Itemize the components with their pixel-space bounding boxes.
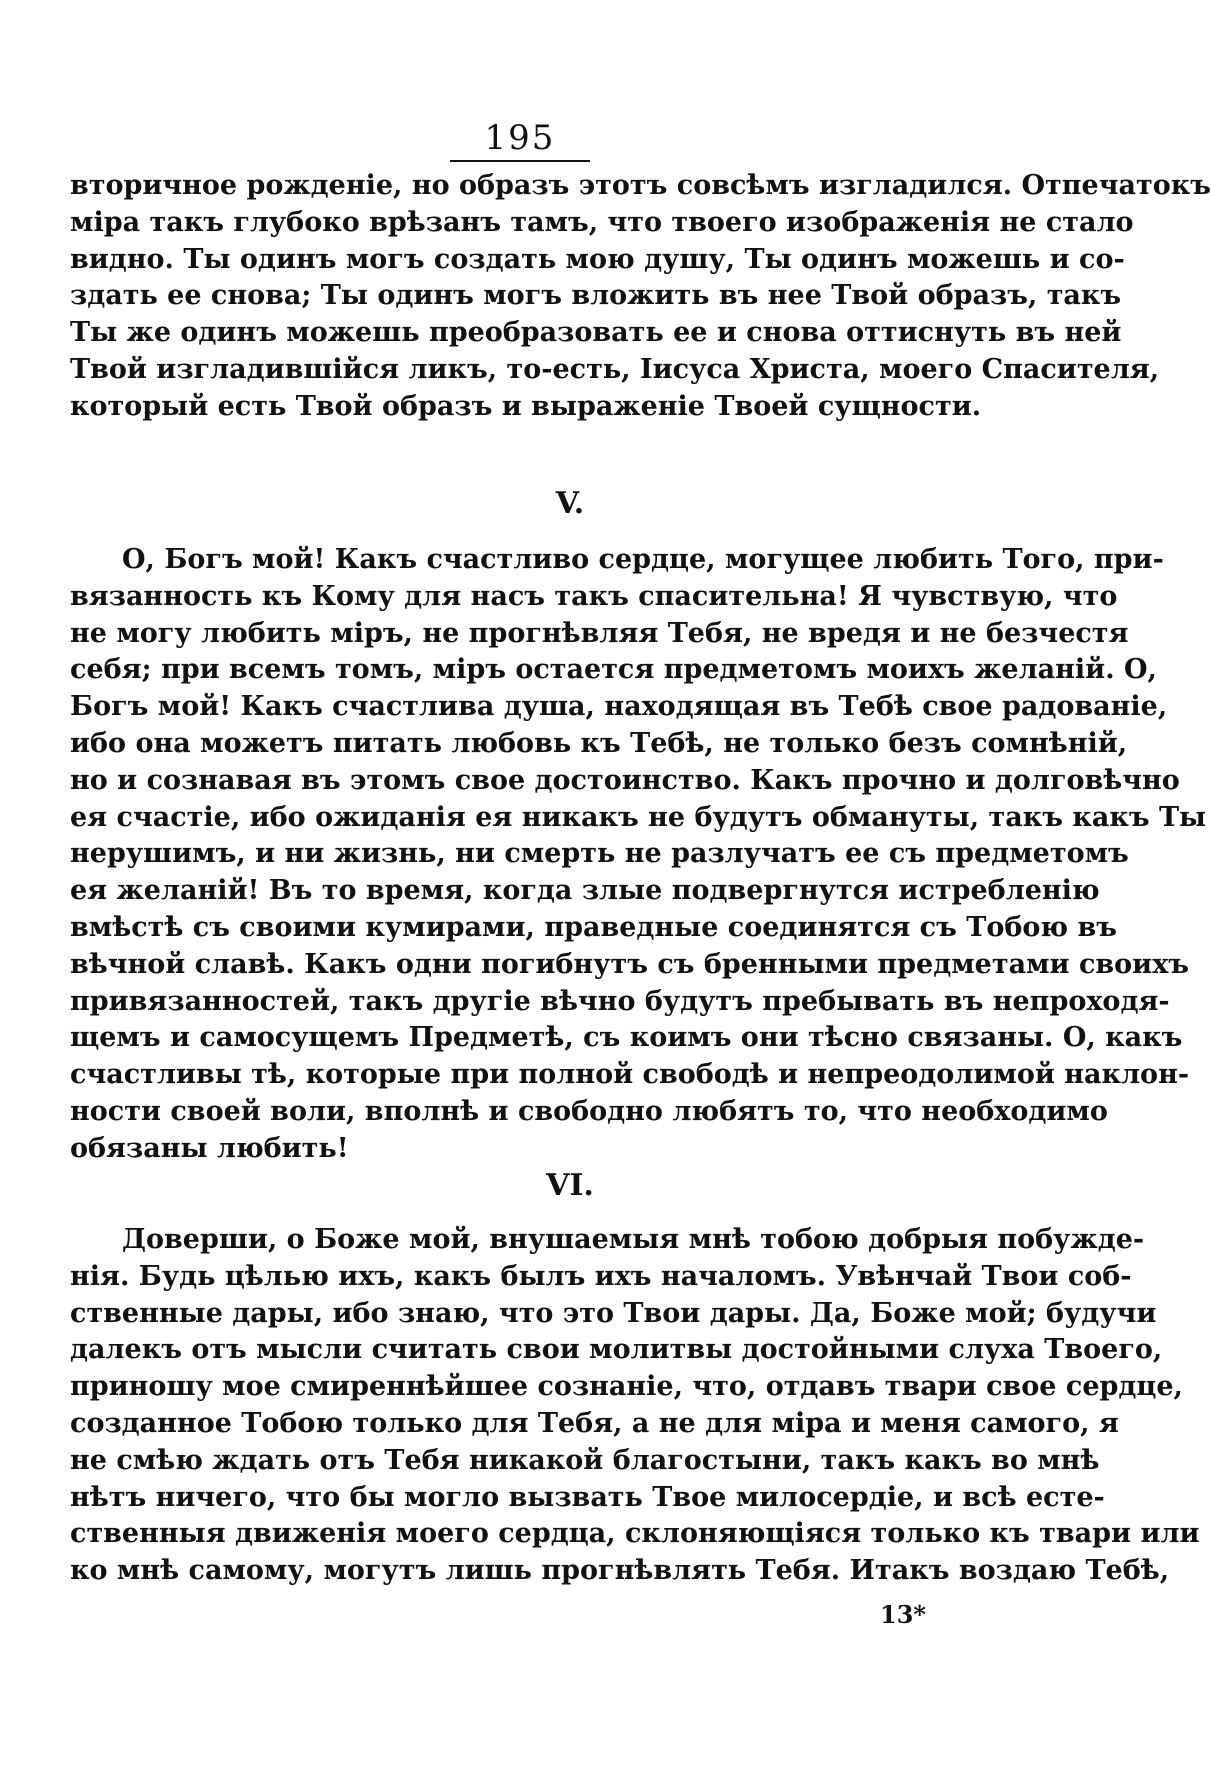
- text-line: здать ее снова; Ты одинъ могъ вложить въ нее Твой образъ, такъ: [70, 280, 1122, 312]
- text-line: вмѣстѣ съ своими кумирами, праведные соединятся съ Тобою въ: [70, 911, 1117, 943]
- text-line: приношу мое смиреннѣйшее сознаніе, что, отдавъ твари свое сердце,: [70, 1371, 1183, 1403]
- text-line: не смѣю ждать отъ Тебя никакой благостыни, такъ какъ во мнѣ: [70, 1444, 1100, 1476]
- page-number: 195: [450, 118, 590, 162]
- text-line: Доверши, о Боже мой, внушаемыя мнѣ тобою добрыя побужде-: [122, 1224, 1145, 1255]
- text-line: вязанность къ Кому для насъ такъ спасительна! Я чувствую, что: [70, 580, 1118, 612]
- text-line: нія. Будь цѣлью ихъ, какъ былъ ихъ началомъ. Увѣнчай Твои соб-: [70, 1260, 1132, 1292]
- text-line: нерушимъ, и ни жизнь, ни смерть не разлучатъ ее съ предметомъ: [70, 838, 1129, 870]
- text-line: себя; при всемъ томъ, міръ остается предметомъ моихъ желаній. О,: [70, 654, 1157, 686]
- text-line: О, Богъ мой! Какъ счастливо сердце, могущее любить Того, при-: [122, 544, 1164, 575]
- text-line: щемъ и самосущемъ Предметѣ, съ коимъ они тѣсно связаны. О, какъ: [70, 1022, 1183, 1054]
- text-line: Твой изгладившійся ликъ, то-есть, Іисуса Христа, моего Спасителя,: [70, 353, 1160, 385]
- text-line: ственныя движенія моего сердца, склоняющіяся только къ твари или: [70, 1518, 1200, 1550]
- section-vi-paragraph: [70, 1222, 1200, 1590]
- text-line: вѣчной славѣ. Какъ одни погибнутъ съ бренными предметами своихъ: [70, 948, 1189, 980]
- section-heading-vi: VI.: [546, 1168, 594, 1203]
- text-line: міра такъ глубоко врѣзанъ тамъ, что твоего изображенія не стало: [70, 206, 1134, 238]
- intro-paragraph: [70, 168, 1211, 426]
- text-line: Богъ мой! Какъ счастлива душа, находящая въ Тебѣ свое радованіе,: [70, 691, 1168, 723]
- text-line: ибо она можетъ питать любовь къ Тебѣ, не только безъ сомнѣній,: [70, 727, 1128, 759]
- text-line: ея желаній! Въ то время, когда злые подвергнутся истребленію: [70, 875, 1100, 907]
- text-line: ности своей воли, вполнѣ и свободно любятъ то, что необходимо: [70, 1095, 1108, 1127]
- text-line: видно. Ты одинъ могъ создать мою душу, Ты одинъ можешь и со-: [70, 243, 1125, 275]
- text-line: который есть Твой образъ и выраженіе Твоей сущности.: [70, 390, 982, 422]
- text-line: обязаны любить!: [70, 1132, 349, 1164]
- section-heading-v: V.: [555, 486, 585, 521]
- signature-mark: 13*: [880, 1600, 926, 1629]
- text-line: вторичное рожденіе, но образъ этотъ совсѣмъ изгладился. Отпечатокъ: [70, 170, 1211, 201]
- text-line: не могу любить міръ, не прогнѣвляя Тебя, не вредя и не безчестя: [70, 617, 1129, 649]
- text-line: привязанностей, такъ другіе вѣчно будутъ пребывать въ непроходя-: [70, 985, 1170, 1017]
- text-line: ко мнѣ самому, могутъ лишь прогнѣвлять Тебя. Итакъ воздаю Тебѣ,: [70, 1555, 1170, 1587]
- text-line: но и сознавая въ этомъ свое достоинство. Какъ прочно и долговѣчно: [70, 764, 1180, 796]
- text-line: созданное Тобою только для Тебя, а не для міра и меня самого, я: [70, 1407, 1119, 1439]
- text-line: ея счастіе, ибо ожиданія ея никакъ не будутъ обмануты, такъ какъ Ты: [70, 801, 1207, 833]
- text-line: Ты же одинъ можешь преобразовать ее и снова оттиснуть въ ней: [70, 317, 1122, 349]
- text-line: нѣтъ ничего, что бы могло вызвать Твое милосердіе, и всѣ есте-: [70, 1481, 1105, 1513]
- text-line: далекъ отъ мысли считать свои молитвы достойными слуха Твоего,: [70, 1334, 1163, 1366]
- text-line: счастливы тѣ, которые при полной свободѣ и непреодолимой наклон-: [70, 1059, 1190, 1091]
- text-line: ственные дары, ибо знаю, что это Твои дары. Да, Боже мой; будучи: [70, 1297, 1157, 1329]
- section-v-paragraph: [70, 542, 1207, 1168]
